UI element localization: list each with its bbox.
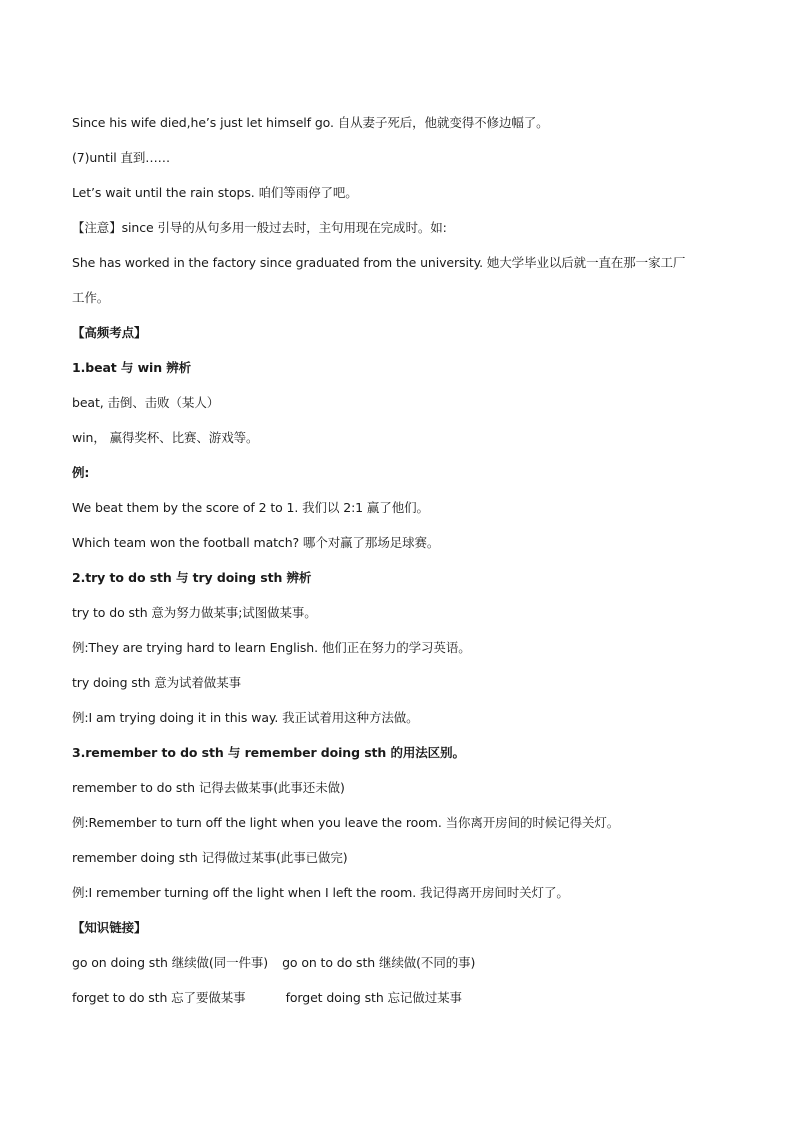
point-heading-remember: 3.remember to do sth 与 remember doing sth 的用法区别。 — [72, 745, 465, 760]
example-win: Which team won the football match? 哪个对赢了那场足球赛。 — [72, 535, 440, 550]
link-forget-to-do: forget to do sth 忘了要做某事 — [72, 990, 246, 1005]
example-label: 例: — [72, 465, 90, 480]
note-since-tense: 【注意】since 引导的从句多用一般过去时，主句用现在完成时。如: — [72, 220, 447, 235]
definition-remember-doing: remember doing sth 记得做过某事(此事已做完) — [72, 850, 348, 865]
definition-win: win， 赢得奖杯、比赛、游戏等。 — [72, 430, 259, 445]
sentence-since-factory-cont: 工作。 — [72, 290, 110, 305]
example-try-to-do: 例:They are trying hard to learn English. 他们正在努力的学习英语。 — [72, 640, 471, 655]
definition-try-to-do: try to do sth 意为努力做某事;试图做某事。 — [72, 605, 317, 620]
link-forget-doing: forget doing sth 忘记做过某事 — [285, 990, 462, 1005]
definition-remember-to-do: remember to do sth 记得去做某事(此事还未做) — [72, 780, 345, 795]
sentence-since-example: Since his wife died,he’s just let himself go. 自从妻子死后，他就变得不修边幅了。 — [72, 115, 549, 130]
link-row-forget — [72, 989, 732, 1007]
link-go-on-to-do: go on to do sth 继续做(不同的事) — [282, 955, 476, 970]
definition-try-doing: try doing sth 意为试着做某事 — [72, 675, 242, 690]
point-heading-beat-win: 1.beat 与 win 辨析 — [72, 360, 192, 375]
link-go-on-doing: go on doing sth 继续做(同一件事) — [72, 955, 269, 970]
sentence-since-factory: She has worked in the factory since graduated from the university. 她大学毕业以后就一直在那一家工厂 — [72, 255, 686, 270]
example-try-doing: 例:I am trying doing it in this way. 我正试着用这种方法做。 — [72, 710, 419, 725]
example-remember-to-do: 例:Remember to turn off the light when you leave the room. 当你离开房间的时候记得关灯。 — [72, 815, 620, 830]
link-row-go-on — [72, 954, 732, 972]
point-heading-try: 2.try to do sth 与 try doing sth 辨析 — [72, 570, 312, 585]
example-remember-doing: 例:I remember turning off the light when I left the room. 我记得离开房间时关灯了。 — [72, 885, 569, 900]
item-until-heading: (7)until 直到…… — [72, 150, 171, 165]
example-beat: We beat them by the score of 2 to 1. 我们以 2:1 赢了他们。 — [72, 500, 429, 515]
section-heading-high-frequency: 【高频考点】 — [72, 325, 147, 340]
definition-beat: beat, 击倒、击败（某人） — [72, 395, 220, 410]
sentence-until-example: Let’s wait until the rain stops. 咱们等雨停了吧。 — [72, 185, 358, 200]
section-heading-knowledge-link: 【知识链接】 — [72, 920, 147, 935]
